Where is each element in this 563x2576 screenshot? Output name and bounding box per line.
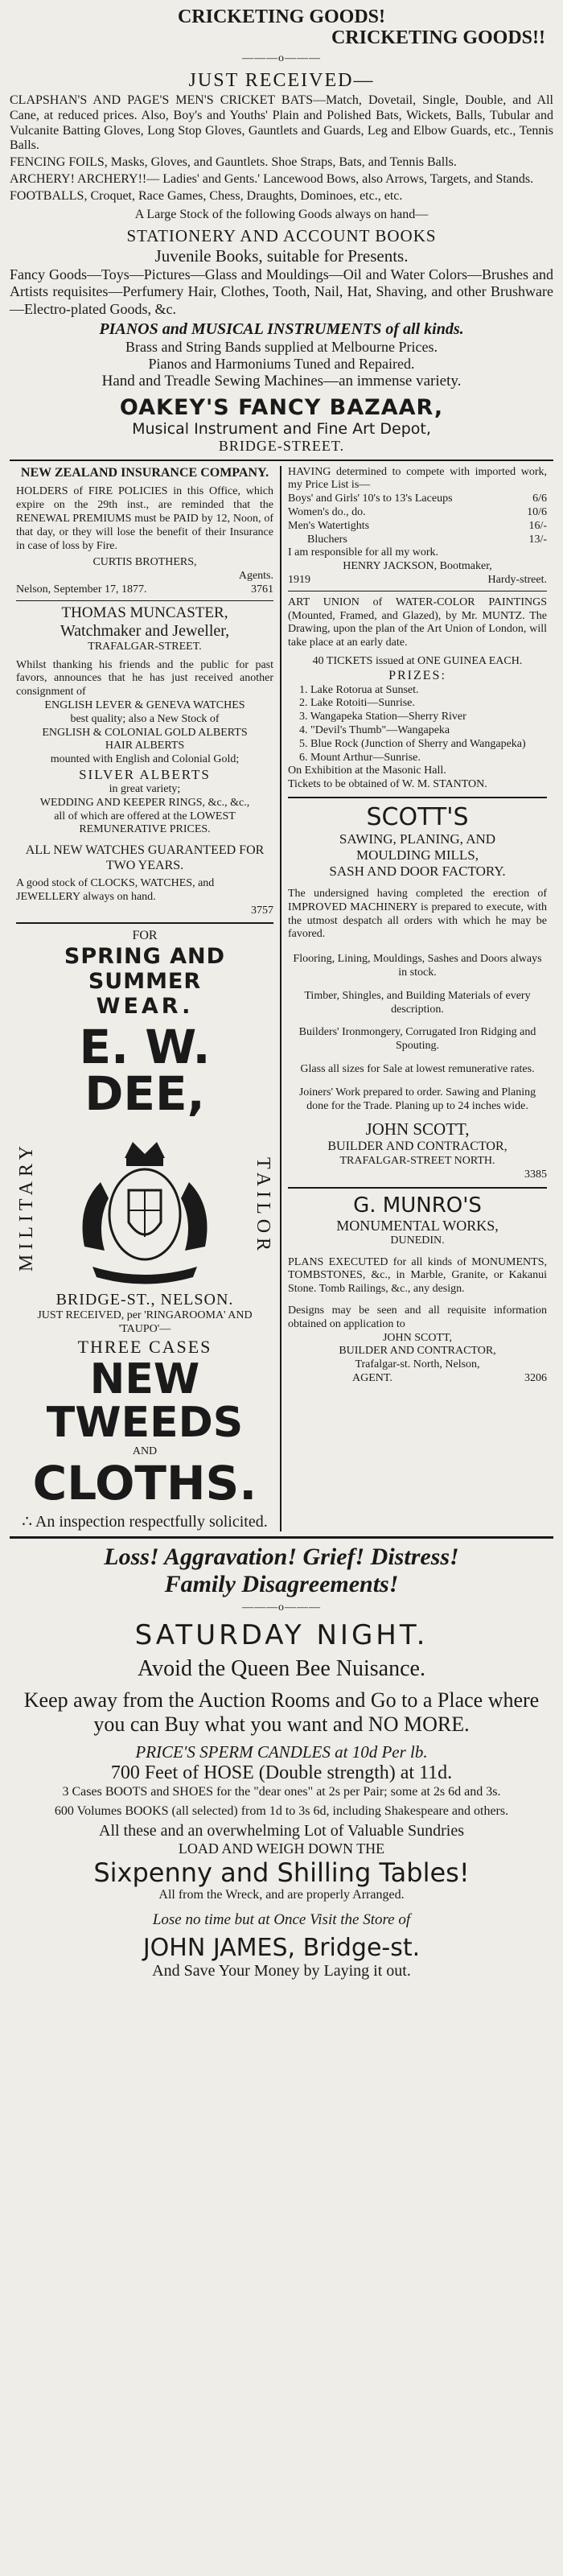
stock-line: A Large Stock of the following Goods always on hand— [134, 207, 429, 221]
price-row [288, 534, 547, 547]
insurance-date-row [16, 583, 273, 597]
divider [288, 797, 547, 798]
dee-inspect [16, 1511, 273, 1531]
dee-received: JUST RECEIVED, per 'RINGAROOMA' AND 'TAUPO'— [37, 1309, 253, 1335]
scott-body: The undersigned having completed the erection of IMPROVED MACHINERY is prepared to execute, with the utmost despatch all orders with which he may be favored. [288, 887, 547, 941]
scott-item: Flooring, Lining, Mouldings, Sashes and Doors always in stock. [293, 953, 542, 979]
cricket-title-1: CRICKETING GOODS! [177, 6, 386, 27]
art-union-ad [288, 596, 547, 792]
muncaster-body: Whilst thanking his friends and the public for past favors, announces that he has just received another consignment of [16, 658, 273, 699]
artunion-prizes: PRIZES: [388, 668, 446, 682]
james-name: JOHN JAMES, Bridge-st. [142, 1933, 421, 1962]
dee-military: MILITARY [16, 1141, 37, 1272]
dee-three-cases: THREE CASES [77, 1336, 212, 1357]
artunion-body: ART UNION of WATER-COLOR PAINTINGS (Mounted, Framed, and Glazed), by Mr. MUNTZ. The Drawing, upon the plan of the Art Union of London, will take place at an early date. [288, 596, 547, 649]
divider [16, 922, 273, 924]
sewing-line: Hand and Treadle Sewing Machines—an immense variety. [101, 372, 462, 389]
price-item: Bluchers [307, 533, 347, 546]
prize-item: 6. Mount Arthur—Sunrise. [299, 751, 421, 764]
dee-spring: SPRING AND SUMMER [64, 944, 226, 995]
price-value: 6/6 [532, 493, 547, 505]
munro-city: DUNEDIN. [390, 1234, 445, 1247]
munro-body: PLANS EXECUTED for all kinds of MONUMENTS, TOMBSTONES, &c., in Marble, Granite, or Kakanui Stone. Tomb Railings, &c., any design. [288, 1255, 547, 1296]
muncaster-l9: all of which are offered at the LOWEST REMUNERATIVE PRICES. [54, 810, 236, 836]
depot-line: Musical Instrument and Fine Art Depot, [132, 419, 431, 438]
james-tables: Sixpenny and Shilling Tables! [93, 1857, 470, 1888]
james-avoid: Avoid the Queen Bee Nuisance. [138, 1655, 425, 1681]
james-sundries: All these and an overwhelming Lot of Valuable Sundries [99, 1821, 464, 1840]
james-candles: PRICE'S SPERM CANDLES at 10d Per lb. [135, 1742, 428, 1762]
muncaster-l5: mounted with English and Colonial Gold; [50, 753, 240, 766]
separator: ———o——— [242, 52, 321, 64]
jackson-num: 1919 [288, 573, 310, 586]
james-lose: Lose no time but at Once Visit the Store of [152, 1910, 411, 1928]
bazaar-name: OAKEY'S FANCY BAZAAR, [119, 394, 444, 420]
muncaster-stock: A good stock of CLOCKS, WATCHES, and JEWELLERY always on hand. [16, 876, 215, 903]
james-keep: Keep away from the Auction Rooms and Go to a Place where you can Buy what you want and NO MORE. [23, 1688, 540, 1736]
prize-item: 5. Blue Rock (Junction of Sherry and Wangapeka) [299, 737, 526, 750]
price-value: 13/- [528, 533, 547, 546]
dee-tailor: TAILOR [253, 1157, 273, 1256]
cricket-ad [10, 6, 553, 455]
james-ad [10, 1544, 553, 1980]
jackson-addr: Hardy-street. [487, 573, 547, 586]
munro-ad [288, 1193, 547, 1386]
james-hose: 700 Feet of HOSE (Double strength) at 11d. [110, 1762, 453, 1784]
scott-builder: BUILDER AND CONTRACTOR, [327, 1140, 508, 1154]
prize-item: 4. "Devil's Thumb"—Wangapeka [299, 723, 450, 736]
jackson-body: HAVING determined to compete with imported work, my Price List is— [288, 465, 547, 492]
scott-item: Timber, Shingles, and Building Materials of every description. [304, 989, 531, 1016]
separator: ———o——— [242, 1601, 321, 1614]
muncaster-num: 3757 [251, 904, 273, 917]
muncaster-l3: ENGLISH & COLONIAL GOLD ALBERTS [42, 726, 248, 739]
scott-item: Joiners' Work prepared to order. Sawing and Planing done for the Trade. Planing up to 24 inches wide. [298, 1086, 536, 1112]
archery-paragraph: ARCHERY! ARCHERY!!— Ladies' and Gents.' Lancewood Bows, also Arrows, Targets, and Stands. [10, 172, 534, 187]
muncaster-trade: Watchmaker and Jeweller, [60, 621, 230, 640]
james-saturday: SATURDAY NIGHT. [134, 1618, 429, 1651]
scott-mills-1: SAWING, PLANING, AND [339, 831, 496, 847]
jackson-footer [288, 574, 547, 587]
price-item: Boys' and Girls' 10's to 13's Laceups [288, 493, 453, 505]
insurance-num: 3761 [251, 583, 273, 596]
insurance-date: Nelson, September 17, 1877. [16, 583, 147, 596]
munro-agent: AGENT. [352, 1371, 392, 1384]
insurance-body: HOLDERS of FIRE POLICIES in this Office, which expire on the 29th inst., are reminded that the RENEWAL PREMIUMS must be PAID by 12, Noon, of that day, or they will lose the benefit of their Insurance in case of loss by Fire. [16, 485, 273, 552]
left-column [10, 466, 282, 1531]
stationery-heading: STATIONERY AND ACCOUNT BOOKS [126, 225, 437, 245]
munro-designs: Designs may be seen and all requisite information obtained on application to [288, 1304, 547, 1330]
dee-name: E. W. DEE, [79, 1020, 211, 1122]
scott-mills-2: MOULDING MILLS, [355, 847, 479, 863]
dee-crest-row [16, 1122, 273, 1291]
muncaster-street: TRAFALGAR-STREET. [88, 640, 202, 653]
muncaster-l8: WEDDING AND KEEPER RINGS, &c., &c., [39, 796, 250, 809]
juvenile-heading: Juvenile Books, suitable for Presents. [154, 245, 409, 266]
bazaar-street: BRIDGE-STREET. [218, 437, 345, 454]
muncaster-l7: in great variety; [109, 782, 181, 795]
james-boots: 3 Cases BOOTS and SHOES for the "dear ones" at 2s per Pair; some at 2s 6d and 3s. [62, 1785, 501, 1799]
pianos-heading: PIANOS and MUSICAL INSTRUMENTS of all kinds. [99, 319, 464, 338]
bullet-icon: ∴ [22, 1512, 35, 1531]
price-item: Men's Watertights [288, 519, 370, 532]
insurance-title: NEW ZEALAND INSURANCE COMPANY. [20, 465, 269, 480]
scott-sign: JOHN SCOTT, [365, 1119, 470, 1140]
dee-and: AND [132, 1445, 158, 1457]
insurance-sign: CURTIS BROTHERS, [92, 556, 197, 569]
dee-ad [16, 929, 273, 1531]
price-item: Women's do., do. [288, 505, 366, 518]
munro-sign: JOHN SCOTT, [382, 1331, 453, 1344]
insurance-ad [16, 466, 273, 597]
dee-for: FOR [132, 929, 158, 943]
james-load: LOAD AND WEIGH DOWN THE [178, 1840, 385, 1857]
artunion-obtain: Tickets to be obtained of W. M. STANTON. [288, 778, 487, 791]
fencing-paragraph: FENCING FOILS, Masks, Gloves, and Gauntlets. Shoe Straps, Bats, and Tennis Balls. [10, 155, 457, 170]
jackson-sign: HENRY JACKSON, Bootmaker, [343, 560, 492, 573]
james-books: 600 Volumes BOOKS (all selected) from 1d to 3s 6d, including Shakespeare and others. [54, 1803, 509, 1818]
cricket-title-2: CRICKETING GOODS!! [331, 27, 545, 49]
price-row [288, 520, 547, 534]
scott-name: SCOTT'S [366, 802, 469, 831]
cricket-bats-paragraph: CLAPSHAN'S AND PAGE'S MEN'S CRICKET BATS—Match, Dovetail, Single, Double, and All Cane, at reduced prices. Also, Boy's and Youths' Plain and Polished Bats, Wickets, Balls, Tubular and Vulcanite Batting Gloves, Long Stop Gloves, Gauntlets and Guards, Leg and Elbow Guards, etc., Tennis Balls. [10, 93, 553, 153]
james-family: Family Disagreements! [164, 1570, 399, 1597]
dee-cloths: CLOTHS. [32, 1455, 257, 1511]
price-value: 16/- [528, 519, 547, 532]
scott-addr: TRAFALGAR-STREET NORTH. [339, 1155, 495, 1168]
tuned-line: Pianos and Harmoniums Tuned and Repaired. [148, 355, 415, 372]
scott-sash: SASH AND DOOR FACTORY. [329, 863, 506, 879]
muncaster-l1: ENGLISH LEVER & GENEVA WATCHES [44, 699, 245, 711]
just-received-heading: JUST RECEIVED— [188, 69, 375, 91]
muncaster-l2: best quality; also a New Stock of [70, 712, 220, 725]
muncaster-l6: SILVER ALBERTS [79, 766, 211, 782]
munro-addr: Trafalgar-st. North, Nelson, [355, 1358, 480, 1371]
divider [10, 460, 553, 461]
muncaster-l4: HAIR ALBERTS [105, 740, 185, 752]
prize-item: 3. Wangapeka Station—Sherry River [299, 711, 466, 723]
james-save: And Save Your Money by Laying it out. [152, 1961, 411, 1980]
price-value: 10/6 [527, 505, 547, 518]
james-wreck: All from the Wreck, and are properly Arranged. [158, 1887, 405, 1902]
jackson-resp: I am responsible for all my work. [288, 546, 439, 559]
fancy-goods-paragraph: Fancy Goods—Toys—Pictures—Glass and Mouldings—Oil and Water Colors—Brushes and Artists requisites—Perfumery Hair, Clothes, Tooth, Nail, Hat, Shaving, and other Brushware—Electro-plated Goods, &c. [10, 266, 553, 317]
artunion-tickets: 40 TICKETS issued at ONE GUINEA EACH. [312, 654, 523, 667]
scott-num: 3385 [524, 1168, 547, 1181]
dee-tweeds: NEW TWEEDS [46, 1354, 244, 1448]
munro-works: MONUMENTAL WORKS, [336, 1217, 499, 1234]
prize-item: 1. Lake Rotorua at Sunset. [299, 683, 419, 696]
muncaster-ad [16, 604, 273, 918]
scott-ad [288, 803, 547, 1182]
munro-footer [288, 1372, 547, 1386]
muncaster-guarantee: ALL NEW WATCHES GUARANTEED FOR TWO YEARS. [25, 843, 265, 873]
dee-address: BRIDGE-ST., NELSON. [55, 1291, 234, 1309]
price-row [288, 493, 547, 506]
scott-item: Glass all sizes for Sale at lowest remunerative rates. [300, 1062, 535, 1075]
munro-num: 3206 [524, 1371, 547, 1384]
divider [288, 1187, 547, 1189]
divider [16, 600, 273, 601]
royal-crest-icon [68, 1126, 221, 1287]
two-column-section [10, 466, 553, 1531]
brass-line: Brass and String Bands supplied at Melbourne Prices. [125, 338, 438, 355]
divider [10, 1536, 553, 1539]
dee-wear: WEAR. [96, 994, 194, 1020]
prize-item: 2. Lake Rotoiti—Sunrise. [299, 697, 415, 710]
james-loss: Loss! Aggravation! Grief! Distress! [104, 1543, 459, 1570]
price-row [288, 506, 547, 520]
right-column [282, 466, 553, 1531]
footballs-paragraph: FOOTBALLS, Croquet, Race Games, Chess, Draughts, Dominoes, etc., etc. [10, 189, 403, 204]
insurance-agents: Agents. [238, 570, 273, 583]
munro-builder: BUILDER AND CONTRACTOR, [339, 1345, 496, 1358]
muncaster-name: THOMAS MUNCASTER, [61, 604, 228, 621]
dee-inspect-text: An inspection respectfully solicited. [35, 1512, 268, 1531]
scott-item: Builders' Ironmongery, Corrugated Iron Ridging and Spouting. [298, 1026, 536, 1053]
artunion-exhibit: On Exhibition at the Masonic Hall. [288, 765, 446, 777]
jackson-ad [288, 466, 547, 587]
munro-name: G. MUNRO'S [353, 1193, 482, 1218]
